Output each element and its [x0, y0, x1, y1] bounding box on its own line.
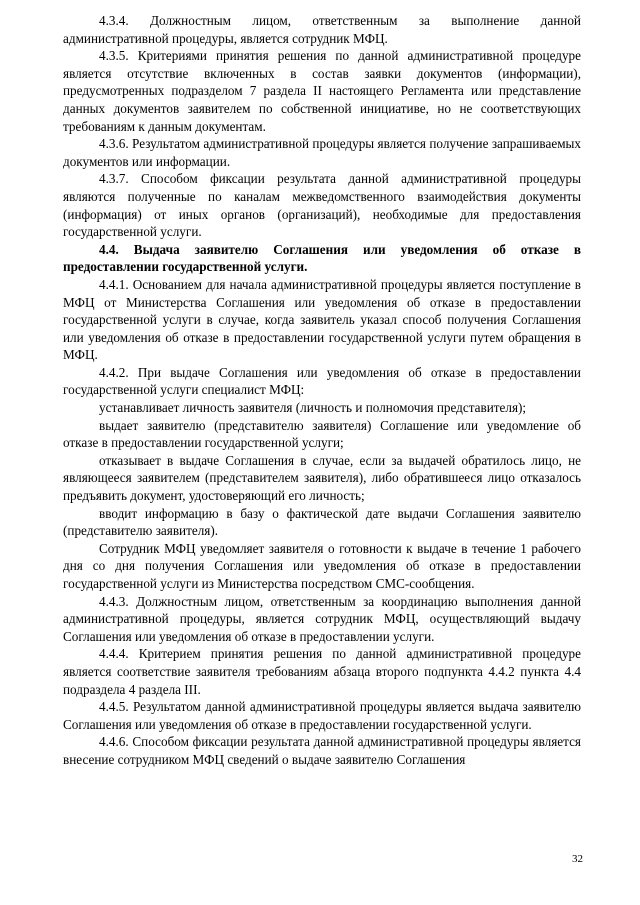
paragraph: 4.4.2. При выдаче Соглашения или уведомления об отказе в предоставлении государственной услуги специалист МФЦ:: [63, 364, 581, 398]
section-heading: 4.4. Выдача заявителю Соглашения или уведомления об отказе в предоставлении государственной услуги.: [63, 241, 581, 275]
paragraph: устанавливает личность заявителя (личность и полномочия представителя);: [99, 400, 527, 416]
paragraph: 4.3.7. Способом фиксации результата данной административной процедуры являются полученные по каналам межведомственного взаимодействия документы (информация) от иных органов (организаций), необходимые для предоставления государственной услуги.: [63, 171, 581, 240]
paragraph: вводит информацию в базу о фактической дате выдачи Соглашения заявителю (представителю заявителя).: [63, 505, 581, 539]
paragraph: 4.4.1. Основанием для начала административной процедуры является поступление в МФЦ от Министерства Соглашения или уведомления об отказе в предоставлении государственной услуги в случае, когда заявитель указал способ получения Соглашения или уведомления об отказе в предоставлении государственной услуги путем обращения в МФЦ.: [63, 276, 581, 363]
paragraph: 4.4.5. Результатом данной административной процедуры является выдача заявителю Соглашения или уведомления об отказе в предоставлении государственной услуги.: [63, 699, 581, 732]
paragraph: выдает заявителю (представителю заявителя) Соглашение или уведомление об отказе в предоставлении государственной услуги;: [63, 417, 581, 451]
page-number: 32: [572, 853, 583, 865]
paragraph: 4.3.4. Должностным лицом, ответственным за выполнение данной административной процедуры, является сотрудник МФЦ.: [63, 13, 581, 46]
paragraph: 4.4.4. Критерием принятия решения по данной административной процедуре является соответствие заявителя требованиям абзаца второго подпункта 4.4.2 пункта 4.4 подраздела 4 раздела III.: [63, 646, 581, 697]
paragraph: Сотрудник МФЦ уведомляет заявителя о готовности к выдаче в течение 1 рабочего дня со дня получения Соглашения или уведомления об отказе в предоставлении государственной услуги из Министерства посредством СМС-сообщения.: [63, 540, 581, 591]
paragraph: отказывает в выдаче Соглашения в случае, если за выдачей обратилось лицо, не являющееся заявителем (представителем заявителя), либо обратившееся лицо отказалось предъявить документ, удостоверяющий его личность;: [63, 452, 581, 504]
paragraph: 4.4.3. Должностным лицом, ответственным за координацию выполнения данной административной процедуры, является сотрудник МФЦ, осуществляющий выдачу Соглашения или уведомления об отказе в предоставлении услуги.: [63, 593, 581, 644]
paragraph: 4.4.6. Способом фиксации результата данной административной процедуры является внесение сотрудником МФЦ сведений о выдаче заявителю Соглашения: [63, 734, 581, 767]
paragraph: 4.3.5. Критериями принятия решения по данной административной процедуре является отсутствие включенных в состав заявки документов (информации), предусмотренных подразделом 7 раздела II настоящего Регламента или представление данных документов заявителем по собственной инициативе, но не соответствующих требованиям к данным документам.: [63, 48, 581, 134]
paragraph: 4.3.6. Результатом административной процедуры является получение запрашиваемых документов или информации.: [63, 136, 581, 169]
document-page: [63, 12, 581, 769]
